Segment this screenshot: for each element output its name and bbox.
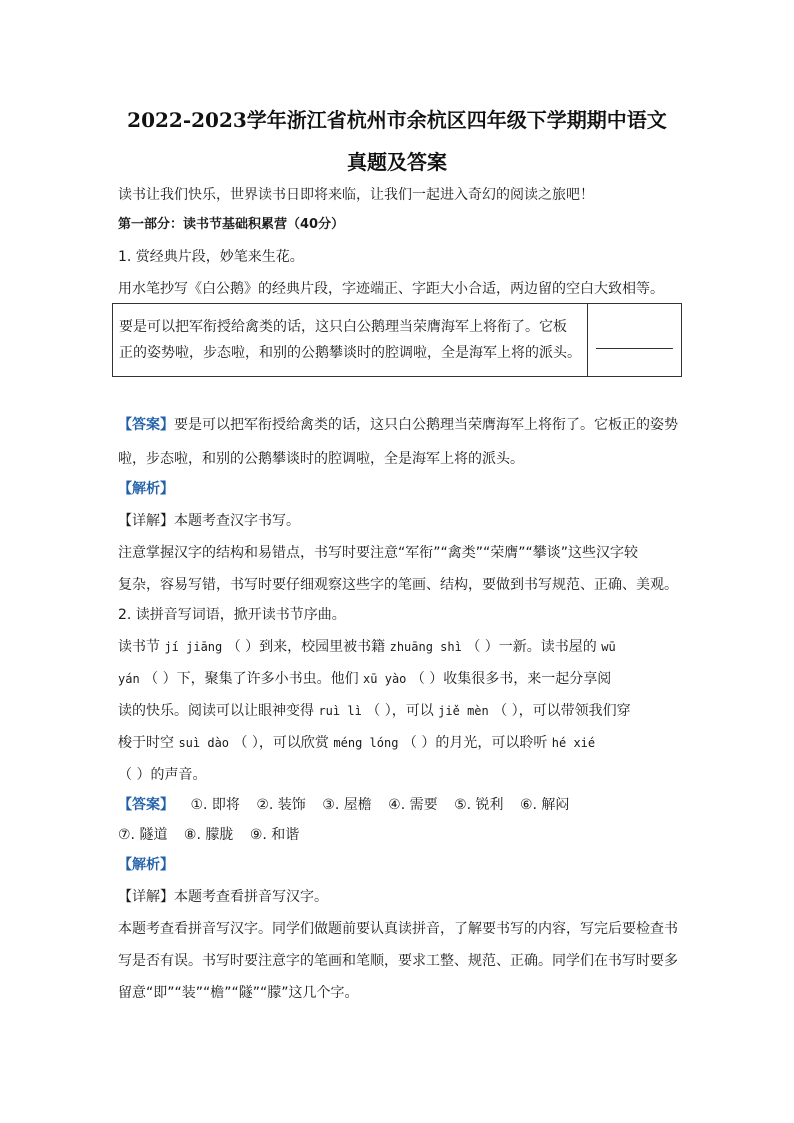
answer-text: 要是可以把军衔授给禽类的话，这只白公鹅理当荣膺海军上将衔了。它板正的姿势 [174,417,678,433]
q2-text: （ ），可以欣赏 [233,735,329,751]
pinyin-3: wū [601,640,616,654]
pinyin-5: ruì lì [318,704,362,718]
copy-table [112,303,682,377]
q2-analysis-label: 【解析】 [118,857,174,873]
pinyin-1: jí jiāng [164,640,223,654]
part-heading: 第一部分：读书节基础积累营（40分） [118,217,345,232]
q2-line-2 [118,670,684,688]
q2-explain-line-2: 写是否有误。书写时要注意字的笔画和笔顺，要求工整、规范、正确。同学们在书写时要多 [118,953,678,969]
question-1-instruction: 用水笔抄写《白公鹅》的经典片段，字迹端正、字距大小合适，两边留的空白大致相等。 [118,281,664,297]
q2-line-1 [118,638,684,656]
pinyin-9: hé xié [551,736,596,750]
answer-label: 【答案】 [118,417,174,433]
detail-label: 【详解】 [118,513,174,529]
answer-item: ⑨. 和谐 [249,827,300,843]
answer-item: ⑦. 隧道 [118,827,168,843]
q2-text: （ ）收集很多书，来一起分享阅 [410,671,612,687]
question-1-title: 1. 赏经典片段，妙笔来生花。 [118,249,304,265]
q2-text: （ ）一新。读书屋的 [466,639,597,655]
q1-explain-line-1: 注意掌握汉字的结构和易错点，书写时要注意“军衔”“禽类”“荣膺”“攀谈”这些汉字较 [118,545,639,561]
q2-text: （ ）到来，校园里被书籍 [226,639,386,655]
answer-item: ③. 屋檐 [322,797,372,813]
answer-label: 【答案】 [118,797,174,813]
intro-text: 读书让我们快乐，世界读书日即将来临，让我们一起进入奇幻的阅读之旅吧！ [118,187,594,203]
q2-text: 读的快乐。阅读可以让眼神变得 [118,703,314,719]
q1-explain-line-2: 复杂，容易写错，书写时要仔细观察这些字的笔画、结构，要做到书写规范、正确、美观。 [118,577,678,593]
q2-line-4 [118,734,684,752]
page-title-line-1: 2022-2023学年浙江省杭州市余杭区四年级下学期期中语文 [127,108,667,132]
q2-answer-row-1 [118,796,684,814]
passage-line-2: 正的姿势啦，步态啦，和别的公鹅攀谈时的腔调啦，全是海军上将的派头。 [119,345,581,361]
answer-item: ④. 需要 [388,797,438,813]
answer-item: ②. 装饰 [256,797,306,813]
q2-text: （ ），可以 [366,703,434,719]
pinyin-8: méng lóng [333,736,399,750]
q2-text: 读书节 [118,639,160,655]
detail-text: 本题考查汉字书写。 [174,513,300,529]
answer-item: ①. 即将 [190,797,240,813]
q2-answer-row-2 [118,826,684,844]
q2-line-3 [118,702,684,720]
pinyin-2: zhuāng shì [389,640,462,654]
q2-explain-line-3: 留意“即”“装”“檐”“隧”“朦”这几个字。 [118,985,359,1001]
answer-item: ⑧. 朦胧 [183,827,234,843]
page-title-line-2: 真题及答案 [347,150,447,174]
answer-item: ⑤. 锐利 [454,797,504,813]
passage-cell [113,304,588,377]
q1-detail-line [118,512,684,530]
q2-line-5: （ ）的声音。 [118,767,207,783]
q1-answer-line-2: 啦，步态啦，和别的公鹅攀谈时的腔调啦，全是海军上将的派头。 [118,451,524,467]
answer-item: ⑥. 解闷 [519,797,570,813]
detail-text: 本题考查看拼音写汉字。 [174,889,328,905]
question-2-title: 2. 读拼音写词语，掀开读书节序曲。 [118,607,346,623]
q2-text: （ ）下，聚集了许多小书虫。他们 [144,671,359,687]
q2-explain-line-1: 本题考查看拼音写汉字。同学们做题前要认真读拼音，了解要书写的内容，写完后要检查书 [118,921,678,937]
q1-analysis-label: 【解析】 [118,481,174,497]
pinyin-7: suì dào [178,736,230,750]
passage-line-1: 要是可以把军衔授给禽类的话，这只白公鹅理当荣膺海军上将衔了。它板 [119,319,567,335]
q2-text: （ ），可以带领我们穿 [493,703,631,719]
pinyin-3b: yán [118,672,140,686]
pinyin-4: xū yào [363,672,407,686]
q2-text: 梭于时空 [118,735,174,751]
q2-text: （ ）的月光，可以聆听 [402,735,548,751]
pinyin-6: jiě mèn [438,704,489,718]
writing-cell[interactable] [588,304,682,377]
writing-line [596,348,673,349]
q1-answer-line-1 [118,416,684,434]
detail-label: 【详解】 [118,889,174,905]
q2-detail-line [118,888,684,906]
